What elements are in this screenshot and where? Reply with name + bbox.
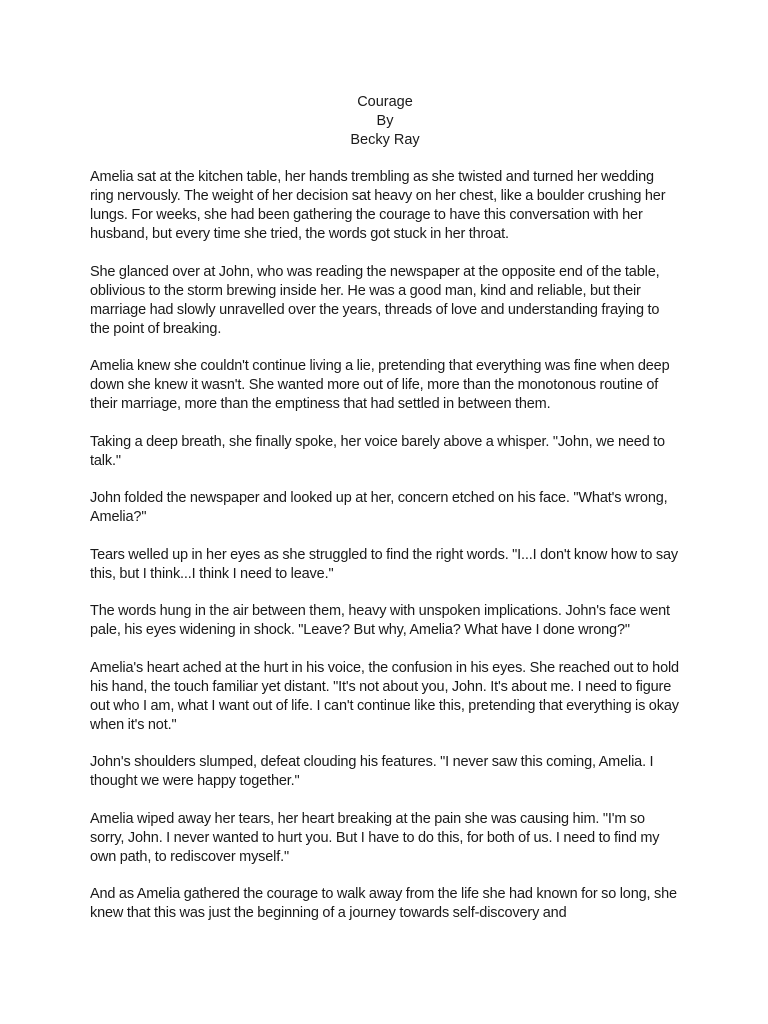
paragraph-3: Amelia knew she couldn't continue living a lie, pretending that everything was fine when deep down she knew it wasn't. She wanted more out of life, more than the monotonous routine of their marriage, more than the emptiness that had settled in between them.: [90, 358, 670, 412]
paragraph-5: John folded the newspaper and looked up at her, concern etched on his face. "What's wrong, Amelia?": [90, 490, 668, 525]
story-title: Courage: [357, 94, 413, 110]
byline-by: By: [376, 113, 394, 129]
author-name: Becky Ray: [350, 132, 420, 148]
paragraph-4: Taking a deep breath, she finally spoke, her voice barely above a whisper. "John, we need to talk.": [90, 433, 665, 469]
document-page: [90, 93, 680, 942]
paragraph-11: And as Amelia gathered the courage to walk away from the life she had known for so long, she knew that this was just the beginning of a journey towards self-discovery and: [90, 886, 677, 921]
title-block: [90, 93, 680, 150]
paragraph-7: The words hung in the air between them, heavy with unspoken implications. John's face went pale, his eyes widening in shock. "Leave? But why, Amelia? What have I done wrong?": [90, 603, 670, 638]
paragraph-8: Amelia's heart ached at the hurt in his voice, the confusion in his eyes. She reached out to hold his hand, the touch familiar yet distant. "It's not about you, John. It's about me. I need to figure out who I am, what I want out of life. I can't continue like this, pretending that everything is okay when it's not.": [90, 659, 679, 733]
paragraph-6: Tears welled up in her eyes as she struggled to find the right words. "I...I don't know how to say this, but I think...I think I need to leave.": [90, 546, 678, 582]
paragraph-9: John's shoulders slumped, defeat clouding his features. "I never saw this coming, Amelia. I thought we were happy together.": [90, 754, 654, 789]
paragraph-1: Amelia sat at the kitchen table, her hands trembling as she twisted and turned her wedding ring nervously. The weight of her decision sat heavy on her chest, like a boulder crushing her lungs. For weeks, she had been gathering the courage to have this conversation with her husband, but every time she tried, the words got stuck in her throat.: [90, 169, 666, 242]
paragraph-10: Amelia wiped away her tears, her heart breaking at the pain she was causing him. "I'm so sorry, John. I never wanted to hurt you. But I have to do this, for both of us. I need to find my own path, to rediscover myself.": [90, 810, 660, 865]
paragraph-2: She glanced over at John, who was reading the newspaper at the opposite end of the table, oblivious to the storm brewing inside her. He was a good man, kind and reliable, but their marriage had slowly unravelled over the years, threads of love and understanding fraying to the point of breaking.: [90, 263, 660, 337]
